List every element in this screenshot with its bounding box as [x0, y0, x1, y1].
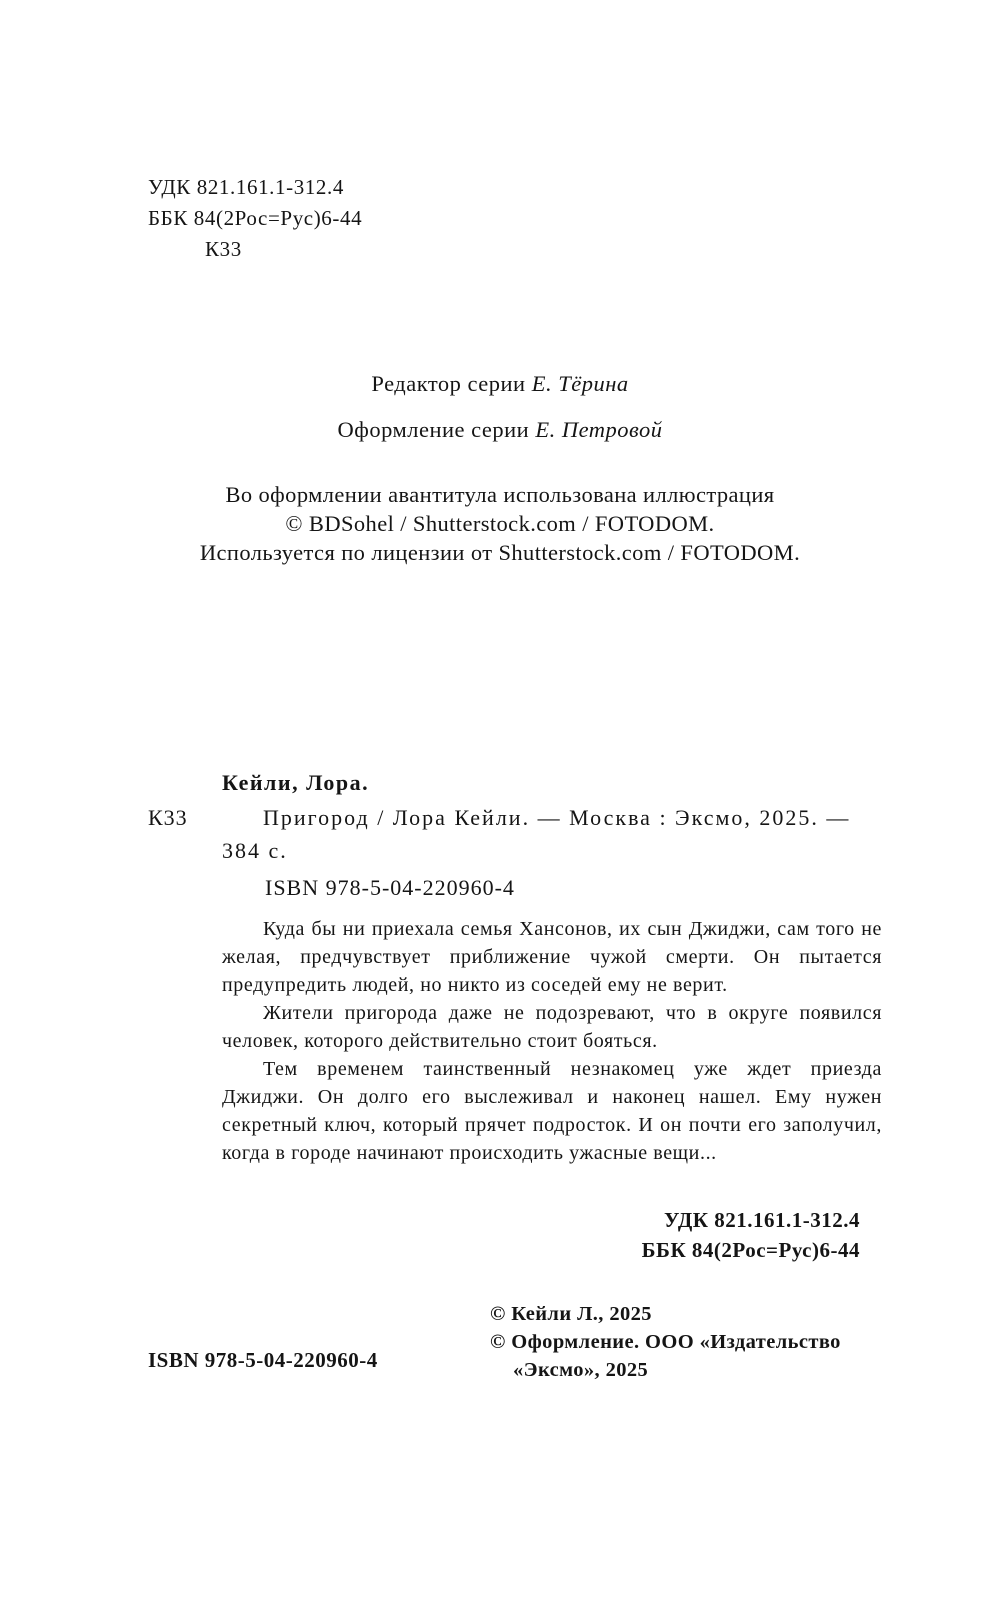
series-editor-line: [0, 370, 1000, 398]
series-credits-block: [0, 370, 1000, 567]
illustration-credit-line-3: Используется по лицензии от Shutterstock.com / FOTODOM.: [199, 540, 801, 565]
bottom-codes-block: [642, 1205, 860, 1265]
illustration-credit-line-1: Во оформлении авантитула использована иллюстрация: [225, 482, 775, 507]
k-code-top: К33: [205, 237, 242, 261]
catalog-description: Пригород / Лора Кейли. — Москва : Эксмо, 2025. — 384 с.: [222, 805, 851, 863]
bbk-code-top: ББК 84(2Рос=Рус)6-44: [148, 206, 363, 230]
k-code-margin: К33: [148, 805, 188, 830]
annotation-paragraph-2: Жители пригорода даже не подозревают, что в округе появился человек, которого действительно стоит бояться.: [222, 1002, 882, 1052]
bbk-code-bottom: ББК 84(2Рос=Рус)6-44: [641, 1238, 860, 1262]
footer-isbn: ISBN 978-5-04-220960-4: [148, 1348, 378, 1372]
udk-code-top: УДК 821.161.1-312.4: [148, 175, 344, 199]
annotation-block: [222, 915, 882, 1167]
catalog-description-line: [148, 801, 882, 867]
series-designer-line: [0, 416, 1000, 444]
series-editor-name: Е. Тёрина: [531, 371, 629, 396]
illustration-credit-line-2: © BDSohel / Shutterstock.com / FOTODOM.: [285, 511, 715, 536]
copyright-author-line: © Кейли Л., 2025: [490, 1303, 652, 1325]
copyright-design-line: © Оформление. ООО «Издательство «Эксмо», 2025: [490, 1331, 841, 1381]
udk-code-bottom: УДК 821.161.1-312.4: [664, 1208, 860, 1232]
series-designer-name: Е. Петровой: [535, 417, 663, 442]
catalog-author: Кейли, Лора.: [222, 770, 370, 795]
series-editor-label: Редактор серии: [371, 371, 526, 396]
annotation-paragraph-1: Куда бы ни приехала семья Хансонов, их сын Джиджи, сам того не желая, предчувствует приближение чужой смерти. Он пытается предупредить людей, но никто из соседей ему не верит.: [222, 918, 882, 996]
illustration-credit-block: [0, 480, 1000, 567]
top-codes-block: [148, 172, 362, 265]
catalog-isbn: ISBN 978-5-04-220960-4: [265, 875, 515, 900]
catalog-entry-block: [148, 768, 882, 903]
series-designer-label: Оформление серии: [337, 417, 530, 442]
annotation-paragraph-3: Тем временем таинственный незнакомец уже ждет приезда Джиджи. Он долго его выслеживал и наконец нашел. Ему нужен секретный ключ, который прячет подросток. И он почти его заполучил, когда в городе начинают происходить ужасные вещи...: [222, 1058, 882, 1164]
copyright-block: [490, 1300, 862, 1384]
